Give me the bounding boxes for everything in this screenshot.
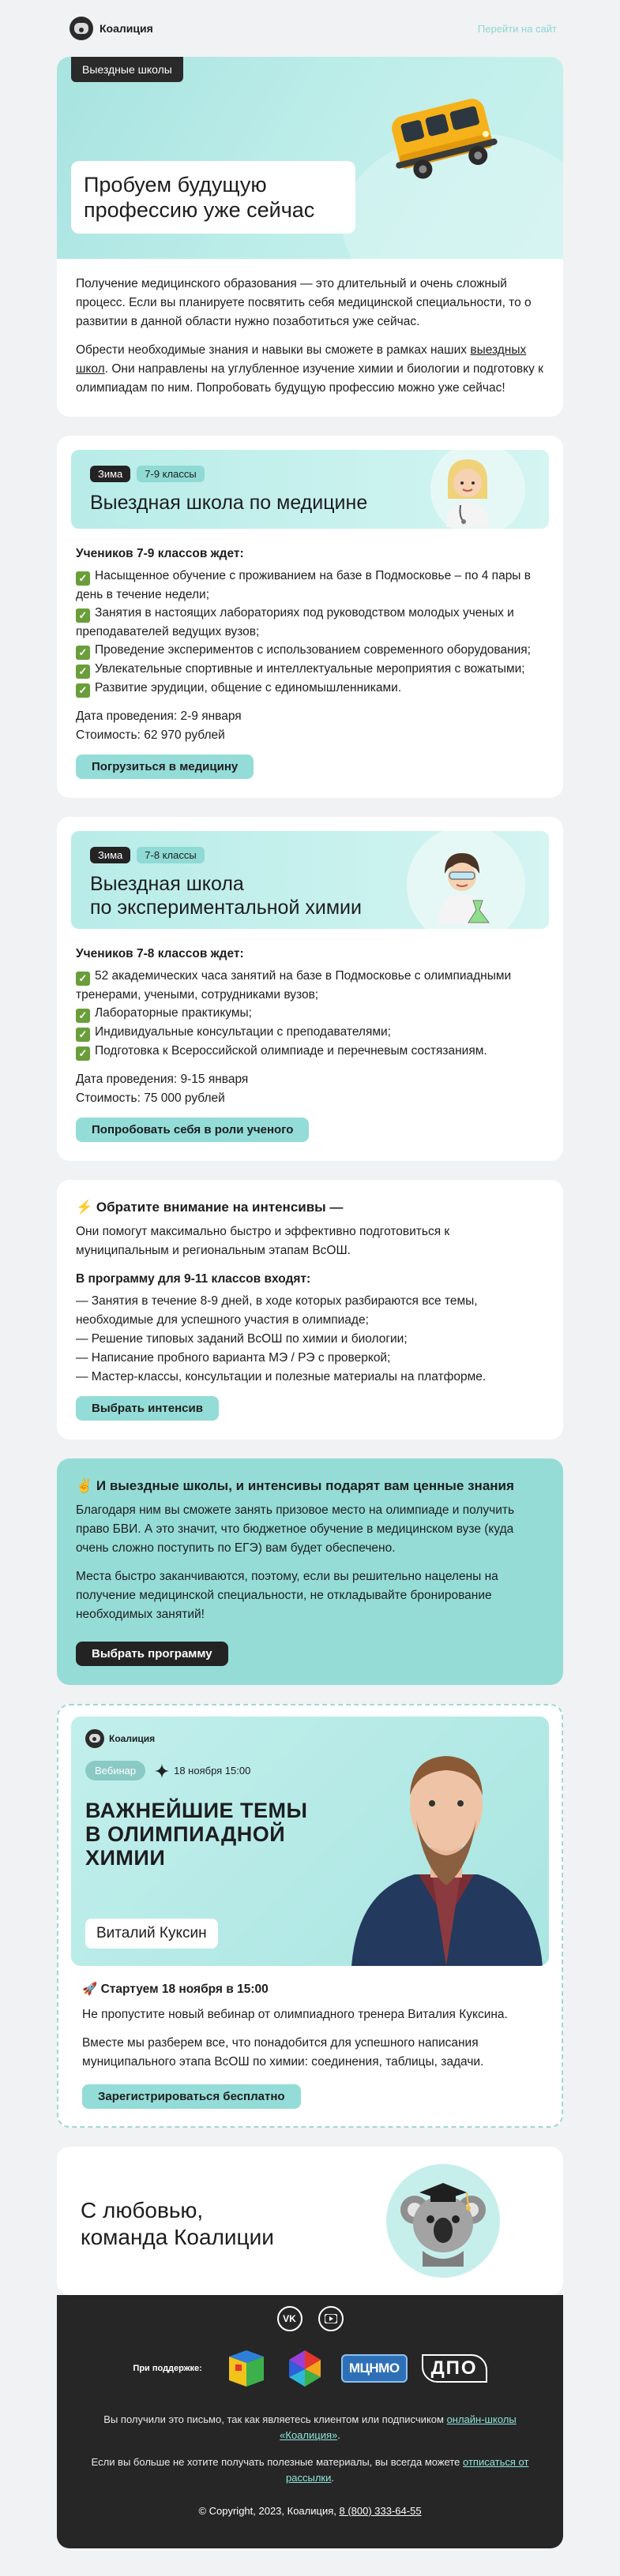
medicine-date: Дата проведения: 2-9 января xyxy=(76,710,242,723)
season-badge: Зима xyxy=(90,466,130,482)
hero-tag: Выездные школы xyxy=(71,57,183,82)
intensive-program xyxy=(76,1292,544,1387)
schools-link[interactable]: выездных школ xyxy=(76,343,527,376)
support-label: При поддержке: xyxy=(133,2364,202,2373)
list-item: ✓ Индивидуальные консультации с преподавателями; xyxy=(76,1023,544,1042)
partner-cube-logo-icon[interactable] xyxy=(224,2349,269,2388)
medicine-features xyxy=(76,567,544,698)
medicine-title: Выездная школа по медицине xyxy=(90,492,368,514)
speaker-name: Виталий Куксин xyxy=(85,1919,218,1949)
koala-logo-icon xyxy=(70,17,93,40)
social-links xyxy=(88,2306,532,2331)
phone-link[interactable]: 8 (800) 333-64-55 xyxy=(339,2505,422,2517)
list-item: ✓ Подготовка к Всероссийской олимпиаде и перечневым состязаниям. xyxy=(76,1042,544,1061)
check-icon: ✓ xyxy=(76,571,90,586)
hero-title: Пробуем будущую профессию уже сейчас xyxy=(71,161,355,234)
intensive-intro: Они помогут максимально быстро и эффективно подготовиться к муниципальным и региональным этапам ВсОШ. xyxy=(76,1225,450,1257)
hero-banner xyxy=(57,57,563,259)
list-item: — Занятия в течение 8-9 дней, в ходе которых разбираются все темы, необходимые для успешного участия в олимпиаде; xyxy=(76,1294,478,1327)
partner-mcnmo-logo[interactable]: МЦНМО xyxy=(341,2354,408,2383)
subscription-notice xyxy=(88,2412,532,2443)
copyright xyxy=(88,2505,532,2517)
intensive-card xyxy=(57,1180,563,1440)
gifts-card xyxy=(57,1458,563,1685)
check-icon: ✓ xyxy=(76,1046,90,1061)
unsubscribe-notice xyxy=(88,2454,532,2486)
chemistry-cta-button[interactable]: Попробовать себя в роли ученого xyxy=(76,1118,309,1142)
list-item: — Решение типовых заданий ВсОШ по химии и биологии; xyxy=(76,1332,408,1346)
gifts-cta-button[interactable]: Выбрать программу xyxy=(76,1642,228,1666)
partner-hexagon-logo-icon[interactable] xyxy=(283,2349,327,2388)
gifts-paragraph-1: Благодаря ним вы сможете занять призовое место на олимпиаде и получить право БВИ. А это значит, что бюджетное обучение в медицинском вузе (куда очень сложно поступить по ЕГЭ) вам будет обеспечено. xyxy=(76,1503,515,1555)
check-icon: ✓ xyxy=(76,1028,90,1042)
medicine-banner xyxy=(71,450,549,529)
chemistry-price: Стоимость: 75 000 рублей xyxy=(76,1091,225,1105)
list-item: ✓ 52 академических часа занятий на базе в Подмосковье с олимпиадными тренерами, учеными, сотрудниками вузов; xyxy=(76,969,512,1002)
notice-text: Вы получили это письмо, так как являетесь клиентом или подписчиком xyxy=(103,2413,447,2425)
check-icon: ✓ xyxy=(76,665,90,679)
hero-p2-text: Обрести необходимые знания и навыки вы сможете в рамках наших xyxy=(76,343,471,357)
webinar-start: 🚀 Стартуем 18 ноября в 15:00 xyxy=(82,1983,269,1996)
chemistry-title xyxy=(90,872,362,919)
hero-paragraph-2 xyxy=(76,341,544,398)
check-icon: ✓ xyxy=(76,608,90,623)
scientist-icon xyxy=(430,845,494,924)
unsubscribe-link[interactable]: отписаться от рассылки xyxy=(286,2456,529,2484)
list-item: — Написание пробного варианта МЭ / РЭ с проверкой; xyxy=(76,1351,391,1365)
chemistry-date: Дата проведения: 9-15 января xyxy=(76,1073,249,1086)
list-item: ✓ Увлекательные спортивные и интеллектуальные мероприятия с вожатыми; xyxy=(76,660,544,679)
webinar-badge: Вебинар xyxy=(85,1761,145,1780)
webinar-paragraph-1: Не пропустите новый вебинар от олимпиадного тренера Виталия Куксина. xyxy=(82,2008,508,2021)
list-item: — Мастер-классы, консультации и полезные материалы на платформе. xyxy=(76,1370,487,1383)
footer xyxy=(57,2295,563,2548)
list-item: ✓ Насыщенное обучение с проживанием на базе в Подмосковье – по 4 пары в день в течение недели; xyxy=(76,569,531,601)
webinar-card xyxy=(57,1704,563,2128)
hero-text xyxy=(57,259,563,417)
check-icon: ✓ xyxy=(76,646,90,660)
chemistry-subtitle: Учеников 7-8 классов ждет: xyxy=(76,947,244,960)
webinar-logo xyxy=(85,1729,155,1748)
health-worker-icon xyxy=(440,455,495,527)
webinar-paragraph-2: Вместе мы разберем все, что понадобится для успешного написания муниципального этапа ВсОШ по химии: соединения, таблицы, задачи. xyxy=(82,2036,484,2069)
list-item: ✓ Развитие эрудиции, общение с единомышленниками. xyxy=(76,679,544,698)
list-item: ✓ Занятия в настоящих лабораториях под руководством молодых ученых и преподавателей ведущих вузов; xyxy=(76,606,514,638)
gifts-paragraph-2: Места быстро заканчиваются, поэтому, если вы решительно нацелены на получение медицинской специальности, не откладывайте бронирование необходимых занятий! xyxy=(76,1570,498,1621)
logo[interactable] xyxy=(70,17,153,40)
copyright-text: © Copyright, 2023, Коалиция, xyxy=(198,2505,340,2517)
webinar-logo-text: Коалиция xyxy=(109,1733,156,1744)
farewell-line-2: команда Коалиции xyxy=(81,2225,274,2249)
medicine-cta-button[interactable]: Погрузиться в медицину xyxy=(76,754,254,779)
check-icon: ✓ xyxy=(76,972,90,986)
farewell-card xyxy=(57,2147,563,2295)
site-link[interactable]: Перейти на сайт xyxy=(477,22,557,35)
intensive-cta-button[interactable]: Выбрать интенсив xyxy=(76,1396,219,1421)
vk-icon[interactable]: VK xyxy=(277,2306,302,2331)
list-item: ✓ Проведение экспериментов с использованием современного оборудования; xyxy=(76,641,544,660)
webinar-date xyxy=(155,1764,250,1778)
list-item: ✓ Лабораторные практикумы; xyxy=(76,1004,544,1023)
medicine-price: Стоимость: 62 970 рублей xyxy=(76,728,225,742)
check-icon: ✓ xyxy=(76,683,90,698)
youtube-icon[interactable] xyxy=(318,2306,344,2331)
chemistry-title-line-2: по экспериментальной химии xyxy=(90,897,362,919)
school-bus-icon xyxy=(387,88,505,183)
notice-text-after: . xyxy=(337,2429,340,2441)
koala-logo-icon xyxy=(85,1729,104,1748)
speaker-photo xyxy=(344,1717,549,1966)
hero-card xyxy=(57,57,563,417)
unsub-text-after: . xyxy=(331,2472,334,2484)
unsub-text: Если вы больше не хотите получать полезные материалы, вы всегда можете xyxy=(91,2456,463,2468)
hero-p2-text-after: . Они направлены на углубленное изучение химии и биологии и подготовку к олимпиадам по ним. Попробовать будущую профессию можно уже сейчас! xyxy=(76,362,543,395)
webinar-banner xyxy=(71,1717,549,1966)
intensive-subtitle: В программу для 9-11 классов входят: xyxy=(76,1272,311,1286)
sparkle-icon xyxy=(155,1764,169,1778)
chemistry-school-card xyxy=(57,817,563,1161)
school-link[interactable]: онлайн-школы «Коалиция» xyxy=(280,2413,517,2441)
medicine-subtitle: Учеников 7-9 классов ждет: xyxy=(76,547,244,560)
chemistry-features xyxy=(76,967,544,1061)
medicine-school-card xyxy=(57,436,563,798)
farewell-line-1: С любовью, xyxy=(81,2198,204,2222)
intensive-heading: ⚡ Обратите внимание на интенсивы — xyxy=(76,1200,344,1215)
chemistry-banner xyxy=(71,831,549,929)
partner-dpo-logo[interactable]: ДПО xyxy=(422,2354,487,2383)
logo-text: Коалиция xyxy=(100,22,153,35)
register-button[interactable]: Зарегистрироваться бесплатно xyxy=(82,2084,301,2109)
webinar-date-text: 18 ноября 15:00 xyxy=(174,1765,251,1777)
gifts-heading: ✌️ И выездные школы, и интенсивы подарят вам ценные знания xyxy=(76,1478,514,1493)
grades-badge: 7-9 классы xyxy=(137,466,204,482)
partners xyxy=(88,2349,532,2388)
koala-mascot-icon xyxy=(399,2175,487,2267)
check-icon: ✓ xyxy=(76,1009,90,1023)
hero-paragraph-1: Получение медицинского образования — это длительный и очень сложный процесс. Если вы планируете посвятить себя медицинской специальности, то о развитии в данной области нужно позаботиться уже сейчас. xyxy=(76,277,532,328)
top-bar xyxy=(0,0,620,57)
grades-badge: 7-8 классы xyxy=(137,847,204,863)
farewell-text xyxy=(81,2197,274,2251)
webinar-title: ВАЖНЕЙШИЕ ТЕМЫ В ОЛИМПИАДНОЙ ХИМИИ xyxy=(85,1799,308,1870)
season-badge: Зима xyxy=(90,847,130,863)
chemistry-title-line-1: Выездная школа xyxy=(90,873,244,895)
